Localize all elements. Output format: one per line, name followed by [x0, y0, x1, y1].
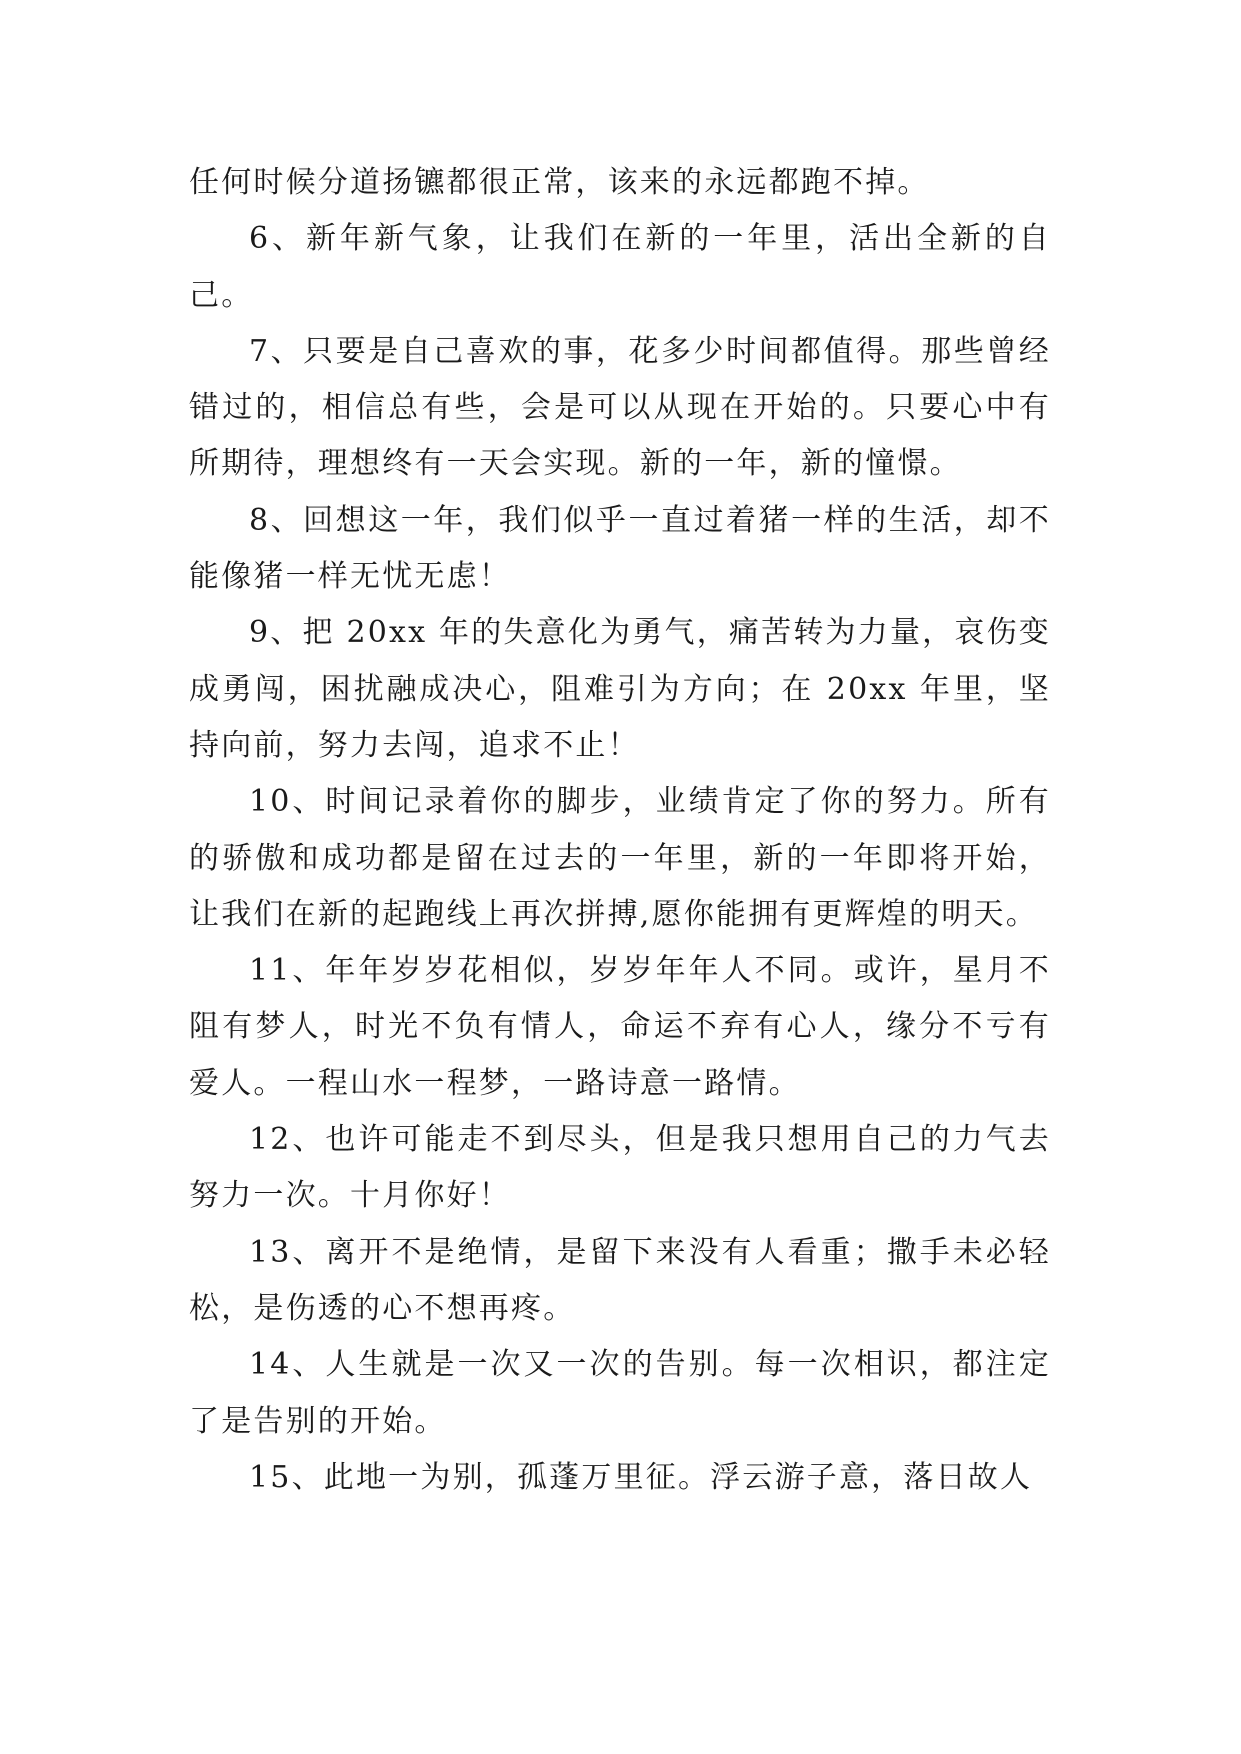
paragraph: 7、只要是自己喜欢的事，花多少时间都值得。那些曾经错过的，相信总有些，会是可以从现在开始的。只要心中有所期待，理想终有一天会实现。新的一年，新的憧憬。 [189, 333, 1051, 482]
paragraph: 9、把 20xx 年的失意化为勇气，痛苦转为力量，哀伤变成勇闯，困扰融成决心，阻难引为方向；在 20xx 年里，坚持向前，努力去闯，追求不止！ [189, 615, 1051, 763]
paragraph: 14、人生就是一次又一次的告别。每一次相识，都注定了是告别的开始。 [189, 1347, 1051, 1439]
paragraph: 11、年年岁岁花相似，岁岁年年人不同。或许，星月不阻有梦人，时光不负有情人，命运不弃有心人，缘分不亏有爱人。一程山水一程梦，一路诗意一路情。 [189, 953, 1051, 1101]
paragraph: 10、时间记录着你的脚步，业绩肯定了你的努力。所有的骄傲和成功都是留在过去的一年里，新的一年即将开始，让我们在新的起跑线上再次拼搏,愿你能拥有更辉煌的明天。 [189, 784, 1051, 932]
paragraph: 13、离开不是绝情，是留下来没有人看重；撒手未必轻松，是伤透的心不想再疼。 [189, 1234, 1051, 1326]
paragraph: 12、也许可能走不到尽头，但是我只想用自己的力气去努力一次。十月你好！ [189, 1122, 1051, 1214]
document-body [189, 155, 1051, 1506]
paragraph: 8、回想这一年，我们似乎一直过着猪一样的生活，却不能像猪一样无忧无虑！ [189, 502, 1051, 595]
paragraph: 15、此地一为别，孤蓬万里征。浮云游子意，落日故人 [249, 1459, 1033, 1495]
paragraph: 6、新年新气象，让我们在新的一年里，活出全新的自己。 [189, 221, 1051, 313]
paragraph: 任何时候分道扬镳都很正常，该来的永远都跑不掉。 [189, 165, 930, 200]
